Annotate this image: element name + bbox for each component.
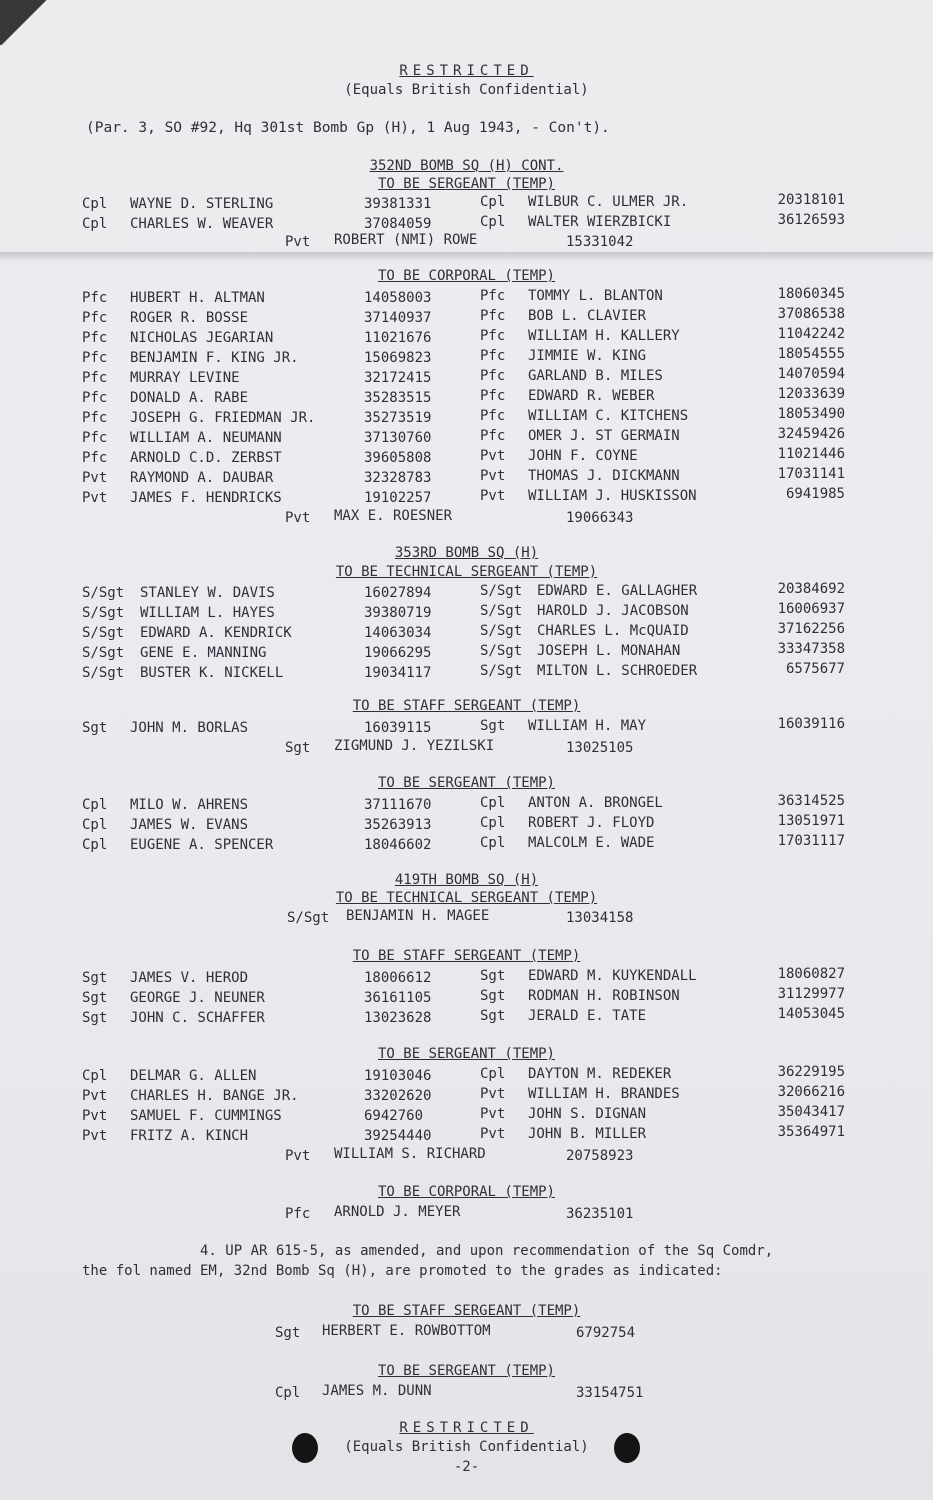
rank-left: Cpl xyxy=(82,1068,108,1084)
name-left: BENJAMIN F. KING JR. xyxy=(130,350,299,366)
rank-right: Cpl xyxy=(480,194,506,210)
rank-right: Sgt xyxy=(480,968,506,984)
single-name: JAMES M. DUNN xyxy=(322,1383,432,1399)
rank-right: Pvt xyxy=(480,1106,506,1122)
serial-left: 37111670 xyxy=(364,797,432,813)
serial-right: 11021446 xyxy=(777,446,845,462)
serial-right: 36229195 xyxy=(777,1064,845,1080)
name-left: JAMES V. HEROD xyxy=(130,970,249,986)
serial-right: 14053045 xyxy=(777,1006,845,1022)
serial-left: 14058003 xyxy=(364,290,432,306)
name-left: MURRAY LEVINE xyxy=(130,370,240,386)
rank-right: Pfc xyxy=(480,348,506,364)
name-right: MALCOLM E. WADE xyxy=(528,835,655,851)
rank-right: Pvt xyxy=(480,468,506,484)
serial-right: 11042242 xyxy=(777,326,845,342)
single-serial: 13025105 xyxy=(566,740,634,756)
serial-left: 13023628 xyxy=(364,1010,432,1026)
single-serial: 36235101 xyxy=(566,1206,634,1222)
serial-right: 14070594 xyxy=(777,366,845,382)
rank-right: Pfc xyxy=(480,288,506,304)
rank-left: Sgt xyxy=(82,720,108,736)
serial-right: 20384692 xyxy=(777,581,845,597)
squadron-heading: 419TH BOMB SQ (H) xyxy=(394,872,539,888)
name-left: DONALD A. RABE xyxy=(130,390,249,406)
name-left: ARNOLD C.D. ZERBST xyxy=(130,450,282,466)
serial-right: 12033639 xyxy=(777,386,845,402)
serial-left: 35263913 xyxy=(364,817,432,833)
punch-hole-left xyxy=(292,1433,318,1463)
rank-right: Pfc xyxy=(480,408,506,424)
rank-right: S/Sgt xyxy=(480,643,523,659)
serial-right: 16039116 xyxy=(777,716,845,732)
rank-right: Cpl xyxy=(480,1066,506,1082)
single-name: ROBERT (NMI) ROWE xyxy=(334,232,478,248)
name-right: MILTON L. SCHROEDER xyxy=(537,663,698,679)
name-right: CHARLES L. McQUAID xyxy=(537,623,689,639)
rank-right: Sgt xyxy=(480,1008,506,1024)
rank-right: Pfc xyxy=(480,388,506,404)
single-name: HERBERT E. ROWBOTTOM xyxy=(322,1323,491,1339)
serial-left: 32328783 xyxy=(364,470,432,486)
rank-left: Pfc xyxy=(82,310,108,326)
rank-right: Pfc xyxy=(480,308,506,324)
classification-note: (Equals British Confidential) xyxy=(344,82,589,98)
restricted-header: RESTRICTED xyxy=(399,63,534,79)
name-right: GARLAND B. MILES xyxy=(528,368,663,384)
rank-right: Cpl xyxy=(480,835,506,851)
grade-heading: TO BE CORPORAL (TEMP) xyxy=(377,1184,555,1200)
grade-heading: TO BE SERGEANT (TEMP) xyxy=(377,1363,555,1379)
serial-right: 20318101 xyxy=(777,192,845,208)
serial-left: 18006612 xyxy=(364,970,432,986)
single-name: WILLIAM S. RICHARD xyxy=(334,1146,486,1162)
grade-heading: TO BE SERGEANT (TEMP) xyxy=(377,775,555,791)
punch-hole-right xyxy=(614,1433,640,1463)
name-left: STANLEY W. DAVIS xyxy=(140,585,275,601)
rank-left: Pvt xyxy=(82,490,108,506)
serial-left: 16027894 xyxy=(364,585,432,601)
rank-left: Pfc xyxy=(82,290,108,306)
serial-left: 6942760 xyxy=(364,1108,424,1124)
serial-left: 19103046 xyxy=(364,1068,432,1084)
name-right: THOMAS J. DICKMANN xyxy=(528,468,680,484)
single-name: MAX E. ROESNER xyxy=(334,508,453,524)
rank-right: Cpl xyxy=(480,795,506,811)
rank-left: S/Sgt xyxy=(82,585,125,601)
serial-right: 36126593 xyxy=(777,212,845,228)
serial-right: 13051971 xyxy=(777,813,845,829)
rank-left: Cpl xyxy=(82,817,108,833)
rank-left: Cpl xyxy=(82,216,108,232)
name-right: JOHN S. DIGNAN xyxy=(528,1106,647,1122)
single-serial: 13034158 xyxy=(566,910,634,926)
rank-left: S/Sgt xyxy=(82,645,125,661)
name-left: BUSTER K. NICKELL xyxy=(140,665,284,681)
name-left: RAYMOND A. DAUBAR xyxy=(130,470,274,486)
rank-right: Cpl xyxy=(480,214,506,230)
rank-left: Pvt xyxy=(82,1108,108,1124)
name-left: MILO W. AHRENS xyxy=(130,797,249,813)
name-right: ROBERT J. FLOYD xyxy=(528,815,655,831)
name-left: DELMAR G. ALLEN xyxy=(130,1068,257,1084)
single-rank: Pvt xyxy=(285,510,311,526)
serial-right: 18053490 xyxy=(777,406,845,422)
rank-right: S/Sgt xyxy=(480,583,523,599)
name-right: TOMMY L. BLANTON xyxy=(528,288,663,304)
single-rank: Pvt xyxy=(285,234,311,250)
name-right: WILLIAM J. HUSKISSON xyxy=(528,488,697,504)
squadron-heading: 353RD BOMB SQ (H) xyxy=(394,545,539,561)
rank-left: S/Sgt xyxy=(82,665,125,681)
name-right: RODMAN H. ROBINSON xyxy=(528,988,680,1004)
serial-left: 36161105 xyxy=(364,990,432,1006)
rank-left: Sgt xyxy=(82,1010,108,1026)
serial-right: 35364971 xyxy=(777,1124,845,1140)
name-right: WILLIAM H. MAY xyxy=(528,718,647,734)
rank-left: S/Sgt xyxy=(82,625,125,641)
rank-left: Cpl xyxy=(82,196,108,212)
rank-right: S/Sgt xyxy=(480,603,523,619)
serial-right: 37086538 xyxy=(777,306,845,322)
grade-heading: TO BE SERGEANT (TEMP) xyxy=(377,176,555,192)
name-left: GEORGE J. NEUNER xyxy=(130,990,265,1006)
name-left: NICHOLAS JEGARIAN xyxy=(130,330,274,346)
rank-left: Pvt xyxy=(82,1128,108,1144)
rank-right: Pfc xyxy=(480,428,506,444)
serial-right: 6941985 xyxy=(785,486,845,502)
name-left: JOHN C. SCHAFFER xyxy=(130,1010,265,1026)
paragraph-4-line-2: the fol named EM, 32nd Bomb Sq (H), are promoted to the grades as indicated: xyxy=(82,1263,723,1279)
serial-left: 15069823 xyxy=(364,350,432,366)
name-right: WILLIAM H. KALLERY xyxy=(528,328,680,344)
name-right: ANTON A. BRONGEL xyxy=(528,795,663,811)
name-right: WILLIAM C. KITCHENS xyxy=(528,408,689,424)
rank-left: Pvt xyxy=(82,1088,108,1104)
name-left: WILLIAM L. HAYES xyxy=(140,605,275,621)
name-right: JOHN F. COYNE xyxy=(528,448,638,464)
rank-left: Cpl xyxy=(82,797,108,813)
serial-left: 35273519 xyxy=(364,410,432,426)
name-right: WILBUR C. ULMER JR. xyxy=(528,194,689,210)
name-right: WALTER WIERZBICKI xyxy=(528,214,672,230)
single-serial: 19066343 xyxy=(566,510,634,526)
name-left: EDWARD A. KENDRICK xyxy=(140,625,292,641)
name-right: EDWARD E. GALLAGHER xyxy=(537,583,698,599)
serial-left: 14063034 xyxy=(364,625,432,641)
serial-left: 39605808 xyxy=(364,450,432,466)
grade-heading: TO BE TECHNICAL SERGEANT (TEMP) xyxy=(335,890,598,906)
single-rank: Sgt xyxy=(275,1325,301,1341)
rank-right: Cpl xyxy=(480,815,506,831)
rank-left: S/Sgt xyxy=(82,605,125,621)
rank-right: Pvt xyxy=(480,1086,506,1102)
serial-left: 33202620 xyxy=(364,1088,432,1104)
grade-heading: TO BE TECHNICAL SERGEANT (TEMP) xyxy=(335,564,598,580)
rank-right: Pfc xyxy=(480,368,506,384)
name-left: JOSEPH G. FRIEDMAN JR. xyxy=(130,410,316,426)
serial-right: 36314525 xyxy=(777,793,845,809)
name-right: JOHN B. MILLER xyxy=(528,1126,647,1142)
serial-right: 17031117 xyxy=(777,833,845,849)
restricted-footer: RESTRICTED xyxy=(399,1420,534,1436)
rank-left: Pvt xyxy=(82,470,108,486)
paragraph-reference: (Par. 3, SO #92, Hq 301st Bomb Gp (H), 1 Aug 1943, - Con't). xyxy=(86,120,610,136)
serial-right: 37162256 xyxy=(777,621,845,637)
folded-corner xyxy=(0,0,70,45)
serial-right: 32066216 xyxy=(777,1084,845,1100)
name-left: SAMUEL F. CUMMINGS xyxy=(130,1108,282,1124)
name-left: WILLIAM A. NEUMANN xyxy=(130,430,282,446)
serial-left: 32172415 xyxy=(364,370,432,386)
name-left: WAYNE D. STERLING xyxy=(130,196,274,212)
name-left: JAMES W. EVANS xyxy=(130,817,249,833)
serial-left: 37084059 xyxy=(364,216,432,232)
rank-right: Sgt xyxy=(480,988,506,1004)
name-left: FRITZ A. KINCH xyxy=(130,1128,249,1144)
serial-right: 6575677 xyxy=(785,661,845,677)
name-right: OMER J. ST GERMAIN xyxy=(528,428,680,444)
rank-left: Pfc xyxy=(82,390,108,406)
rank-left: Pfc xyxy=(82,370,108,386)
name-right: WILLIAM H. BRANDES xyxy=(528,1086,680,1102)
serial-left: 16039115 xyxy=(364,720,432,736)
serial-right: 33347358 xyxy=(777,641,845,657)
single-serial: 33154751 xyxy=(576,1385,644,1401)
rank-right: Pfc xyxy=(480,328,506,344)
serial-left: 35283515 xyxy=(364,390,432,406)
name-right: JIMMIE W. KING xyxy=(528,348,647,364)
grade-heading: TO BE SERGEANT (TEMP) xyxy=(377,1046,555,1062)
name-left: CHARLES H. BANGE JR. xyxy=(130,1088,299,1104)
serial-right: 18060345 xyxy=(777,286,845,302)
rank-left: Pfc xyxy=(82,330,108,346)
name-right: JOSEPH L. MONAHAN xyxy=(537,643,681,659)
rank-right: Pvt xyxy=(480,448,506,464)
rank-left: Sgt xyxy=(82,970,108,986)
serial-left: 37140937 xyxy=(364,310,432,326)
serial-left: 39381331 xyxy=(364,196,432,212)
serial-right: 16006937 xyxy=(777,601,845,617)
rank-left: Sgt xyxy=(82,990,108,1006)
rank-right: S/Sgt xyxy=(480,663,523,679)
squadron-heading: 352ND BOMB SQ (H) CONT. xyxy=(369,158,564,174)
single-rank: Pvt xyxy=(285,1148,311,1164)
rank-left: Cpl xyxy=(82,837,108,853)
name-right: EDWARD M. KUYKENDALL xyxy=(528,968,697,984)
rank-right: S/Sgt xyxy=(480,623,523,639)
single-name: BENJAMIN H. MAGEE xyxy=(346,908,490,924)
serial-left: 11021676 xyxy=(364,330,432,346)
serial-right: 18060827 xyxy=(777,966,845,982)
single-name: ARNOLD J. MEYER xyxy=(334,1204,461,1220)
serial-right: 18054555 xyxy=(777,346,845,362)
page-number: -2- xyxy=(453,1459,480,1475)
single-serial: 6792754 xyxy=(576,1325,636,1341)
serial-right: 17031141 xyxy=(777,466,845,482)
rank-right: Pvt xyxy=(480,1126,506,1142)
serial-left: 19066295 xyxy=(364,645,432,661)
paper-fold xyxy=(0,252,933,266)
name-left: CHARLES W. WEAVER xyxy=(130,216,274,232)
rank-left: Pfc xyxy=(82,450,108,466)
name-left: EUGENE A. SPENCER xyxy=(130,837,274,853)
single-rank: S/Sgt xyxy=(287,910,330,926)
single-rank: Pfc xyxy=(285,1206,311,1222)
grade-heading: TO BE CORPORAL (TEMP) xyxy=(377,268,555,284)
rank-right: Sgt xyxy=(480,718,506,734)
serial-left: 37130760 xyxy=(364,430,432,446)
name-right: HAROLD J. JACOBSON xyxy=(537,603,689,619)
single-rank: Cpl xyxy=(275,1385,301,1401)
name-left: ROGER R. BOSSE xyxy=(130,310,249,326)
single-serial: 20758923 xyxy=(566,1148,634,1164)
classification-note-footer: (Equals British Confidential) xyxy=(344,1439,589,1455)
rank-left: Pfc xyxy=(82,350,108,366)
serial-left: 19102257 xyxy=(364,490,432,506)
name-left: JAMES F. HENDRICKS xyxy=(130,490,282,506)
grade-heading: TO BE STAFF SERGEANT (TEMP) xyxy=(352,698,581,714)
name-left: GENE E. MANNING xyxy=(140,645,267,661)
single-serial: 15331042 xyxy=(566,234,634,250)
serial-right: 31129977 xyxy=(777,986,845,1002)
rank-right: Pvt xyxy=(480,488,506,504)
name-left: JOHN M. BORLAS xyxy=(130,720,249,736)
grade-heading: TO BE STAFF SERGEANT (TEMP) xyxy=(352,1303,581,1319)
single-rank: Sgt xyxy=(285,740,311,756)
grade-heading: TO BE STAFF SERGEANT (TEMP) xyxy=(352,948,581,964)
serial-left: 39254440 xyxy=(364,1128,432,1144)
name-right: DAYTON M. REDEKER xyxy=(528,1066,672,1082)
serial-right: 35043417 xyxy=(777,1104,845,1120)
serial-left: 39380719 xyxy=(364,605,432,621)
serial-left: 18046602 xyxy=(364,837,432,853)
name-left: HUBERT H. ALTMAN xyxy=(130,290,265,306)
name-right: JERALD E. TATE xyxy=(528,1008,647,1024)
serial-left: 19034117 xyxy=(364,665,432,681)
name-right: BOB L. CLAVIER xyxy=(528,308,647,324)
serial-right: 32459426 xyxy=(777,426,845,442)
rank-left: Pfc xyxy=(82,410,108,426)
single-name: ZIGMUND J. YEZILSKI xyxy=(334,738,495,754)
paragraph-4-line-1: 4. UP AR 615-5, as amended, and upon recommendation of the Sq Comdr, xyxy=(200,1243,774,1259)
rank-left: Pfc xyxy=(82,430,108,446)
name-right: EDWARD R. WEBER xyxy=(528,388,655,404)
